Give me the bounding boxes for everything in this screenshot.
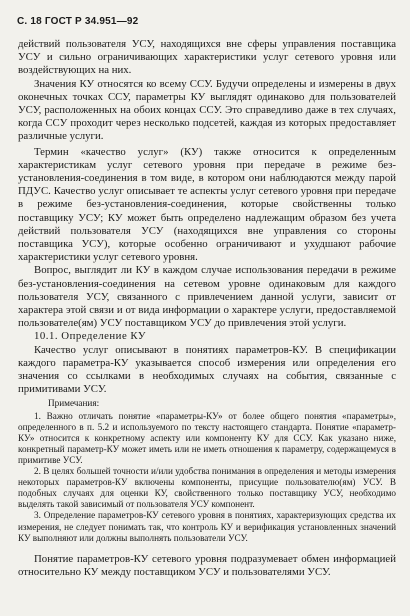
notes-title: Примечания: xyxy=(48,398,100,409)
note-item: 1. Важно отличать понятие «параметры-КУ» от более общего понятия «параметры», определенного в п. 5.2 и используемого по тексту настоящего стандарта. Понятие «параметр-КУ» относится к конкретному аспекту или компоненту КУ для ССУ. Как указано ниже, конкретный параметр-КУ может иметь или не иметь отношения к параметру, содержащемуся в примитиве УСУ. xyxy=(18,410,396,465)
paragraph: Понятие параметров-КУ сетевого уровня подразумевает обмен информацией относительно КУ между поставщиком УСУ и пользователями УСУ. xyxy=(18,552,396,578)
paragraph: Качество услуг описывают в понятиях параметров-КУ. В спецификации каждого параметра-КУ указывается способ измерения или определения его значения со ссылками в необходимых случаях на события, связанные с примитивами УСУ. xyxy=(18,343,396,396)
paragraph: действий пользователя УСУ, находящихся вне сферы управления поставщика УСУ и сильно ограничивающих характеристики услуг сетевого уровня или воздействующих на них. xyxy=(18,38,396,77)
document-body xyxy=(18,38,396,579)
section-heading: 10.1. Определение КУ xyxy=(34,330,147,343)
page-header: С. 18 ГОСТ Р 34.951—92 xyxy=(17,16,139,27)
notes-block xyxy=(18,398,396,543)
note-item: 2. В целях большей точности и/или удобства понимания в определения и методы измерения некоторых параметров-КУ включены компоненты, присущие пользователю(ям) УСУ. В подобных случаях для оценки КУ, свойственного только поставщику УСУ, необходимо выделять такой зависимый от пользователя УСУ компонент. xyxy=(18,466,396,510)
paragraph: Вопрос, выглядит ли КУ в каждом случае использования передачи в режиме без-установления-соединения на сетевом уровне одинаковым для каждого пользователя УСУ, связанного с привлечением данной услуги, зависит от характера этой связи и от вида информации о характере услуги, предоставляемой пользователе(ям) УСУ поставщиком УСУ до привлечения этой услуги. xyxy=(18,264,396,330)
paragraph: Значения КУ относятся ко всему ССУ. Будучи определены и измерены в двух оконечных точках ССУ, параметры КУ выглядят одинаково для пользователей УСУ, расположенных на обоих концах ССУ. Это справедливо даже в тех случаях, когда ССУ проходит через несколько подсетей, каждая из которых предоставляет различные услуги. xyxy=(18,77,396,143)
note-item: 3. Определение параметров-КУ сетевого уровня в понятиях, характеризующих средства их измерения, не следует понимать так, что контроль КУ и верификация установленных значений КУ выполняют или должны выполнять пользователи УСУ. xyxy=(18,510,396,543)
paragraph: Термин «качество услуг» (КУ) также относится к определенным характеристикам услуг сетевого уровня при передаче в режиме без-установления-соединения в том виде, в котором они наблюдаются между парой ПДУС. Качество услуг описывает те аспекты услуг сетевого уровня при передаче в режиме без-установления-соединения, которые свойственны только поставщику УСУ; КУ может быть определено надлежащим образом без учета действий пользователя УСУ (находящихся вне управления со стороны поставщика УСУ), которые особенно ограничивают и ухудшают рабочие характеристики услуг сетевого уровня. xyxy=(18,145,396,264)
